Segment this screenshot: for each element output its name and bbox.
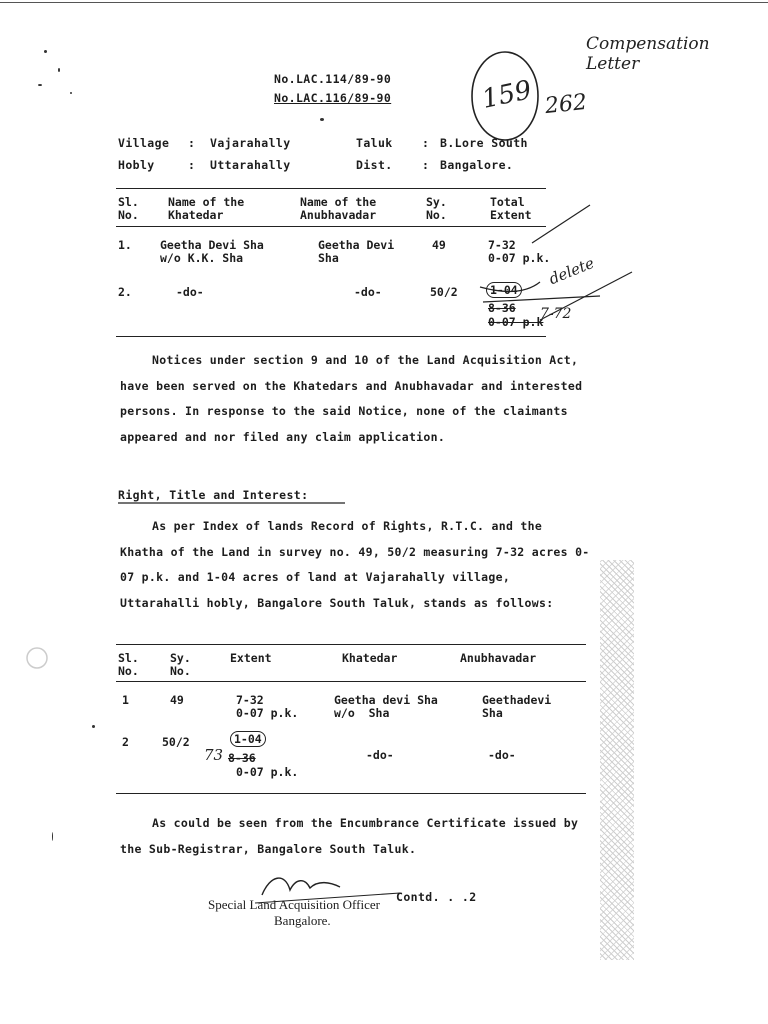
table1-row2-sl: 2. <box>118 285 132 299</box>
dist-value: Bangalore. <box>440 158 514 172</box>
table1-row2-anubhavadar: -do- <box>354 285 382 299</box>
village-label: Village <box>118 136 170 150</box>
table2-row1-extent-b: 0-07 p.k. <box>236 706 299 720</box>
file-number-2: No.LAC.116/89-90 <box>274 91 392 105</box>
record-of-rights-paragraph: As per Index of lands Record of Rights, R.T.C. and the Khatha of the Land in survey no. 49, 50/2 measuring 7-32 acres 0-07 p.k. and 1-04 acres of land at Vajarahally village, Uttarahalli hobly, Bangalore South Taluk, stands as follows: <box>120 519 590 610</box>
table2-header-khatedar: Khatedar <box>342 651 398 665</box>
separator: : <box>188 136 196 150</box>
table-rule <box>116 793 586 794</box>
table1-row1-sl: 1. <box>118 238 132 252</box>
table1-row2-sy: 50/2 <box>430 285 458 299</box>
hobly-label: Hobly <box>118 158 155 172</box>
separator: : <box>422 158 430 172</box>
table2-row2-khatedar: -do- <box>366 748 394 762</box>
table1-row2-extent-a: 1-04 <box>486 282 522 298</box>
table2-row2-sy: 50/2 <box>162 735 190 749</box>
table-rule <box>116 681 586 682</box>
hobly-value: Uttarahally <box>210 158 291 172</box>
handwritten-page-number: 262 <box>543 89 589 120</box>
table1-row1-sy: 49 <box>432 238 446 252</box>
separator: : <box>188 158 196 172</box>
table2-header-extent: Extent <box>230 651 272 665</box>
file-number-1: No.LAC.114/89-90 <box>274 72 392 86</box>
table2-row2-extent-b: 8-36 <box>228 751 256 765</box>
table1-row1-extent-a: 7-32 <box>488 238 516 252</box>
table-rule <box>116 226 546 227</box>
handwritten-compensation-letter: Compensation Letter <box>586 34 710 74</box>
table1-row1-extent-b: 0-07 p.k. <box>488 251 551 265</box>
table-rule <box>116 336 546 337</box>
table2-row1-extent-a: 7-32 <box>236 693 264 707</box>
table2-row1-anubhavadar: Geethadevi Sha <box>482 693 552 720</box>
separator: : <box>422 136 430 150</box>
table2-row2-extent-c: 0-07 p.k. <box>236 765 299 779</box>
handwritten-delete-note: delete <box>546 253 597 289</box>
table2-header-sl: Sl. No. <box>118 651 139 678</box>
table-rule <box>116 644 586 645</box>
handwritten-circled-number: 159 <box>479 75 535 115</box>
table1-header-sy: Sy. No. <box>426 195 447 222</box>
continued-marker: Contd. . .2 <box>396 890 477 904</box>
table1-row1-khatedar: Geetha Devi Sha w/o K.K. Sha <box>160 238 264 265</box>
table1-row2-khatedar: -do- <box>176 285 204 299</box>
table2-row2-extent-a: 1-04 <box>230 731 266 747</box>
signature-scribble <box>262 878 340 895</box>
signatory-location: Bangalore. <box>274 913 331 928</box>
table2-header-sy: Sy. No. <box>170 651 191 678</box>
table1-header-sl: Sl. No. <box>118 195 139 222</box>
table2-row1-khatedar: Geetha devi Sha w/o Sha <box>334 693 438 720</box>
table1-row2-extent-c: 0-07 p.k <box>488 315 544 329</box>
table2-row2-sl: 2 <box>122 735 129 749</box>
table2-row1-sy: 49 <box>170 693 184 707</box>
table2-row1-sl: 1 <box>122 693 129 707</box>
table1-header-khatedar: Name of the Khatedar <box>168 195 245 222</box>
punch-hole-mark <box>27 648 47 668</box>
table1-row1-anubhavadar: Geetha Devi Sha <box>318 238 395 265</box>
handwritten-correction: 7-72 <box>540 306 572 322</box>
table-rule <box>116 188 546 189</box>
village-value: Vajarahally <box>210 136 291 150</box>
encumbrance-paragraph: As could be seen from the Encumbrance Certificate issued by the Sub-Registrar, Bangalore South Taluk. <box>120 816 579 856</box>
hand-tick-line <box>532 205 590 243</box>
table1-header-anubhavadar: Name of the Anubhavadar <box>300 195 377 222</box>
notice-paragraph: Notices under section 9 and 10 of the Land Acquisition Act, have been served on the Khatedars and Anubhavadar and interested persons. In response to the said Notice, none of the claimants appeared and nor filed any claim application. <box>120 353 583 444</box>
table2-header-anubhavadar: Anubhavadar <box>460 651 537 665</box>
table2-row2-anubhavadar: -do- <box>488 748 516 762</box>
right-title-interest-heading: Right, Title and Interest: <box>118 488 309 502</box>
dist-label: Dist. <box>356 158 393 172</box>
handwritten-correction-2: 73 <box>204 746 224 764</box>
signatory-title: Special Land Acquisition Officer <box>208 897 380 912</box>
table1-header-extent: Total Extent <box>490 195 532 222</box>
taluk-label: Taluk <box>356 136 393 150</box>
table1-row2-extent-b: 8-36 <box>488 301 516 315</box>
taluk-value: B.Lore South <box>440 136 528 150</box>
